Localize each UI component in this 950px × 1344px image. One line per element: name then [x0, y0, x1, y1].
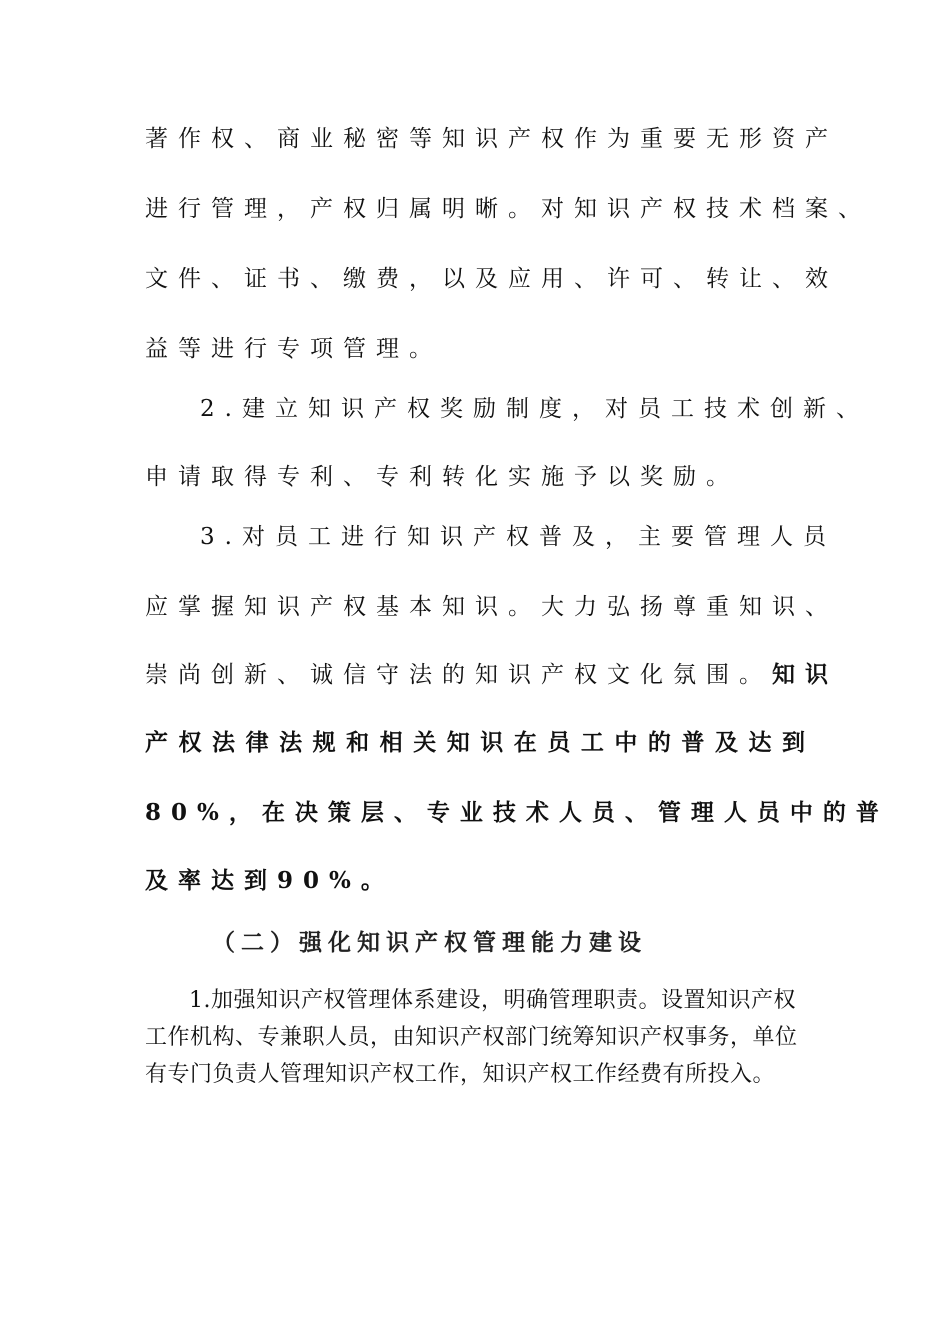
text-line-3: 文件、证书、缴费，以及应用、许可、转让、效 [145, 266, 838, 292]
list-item-2-continued: 申请取得专利、专利转化实施予以奖励。 [145, 464, 739, 490]
text-line-2: 进行管理，产权归属明晰。对知识产权技术档案、 [145, 196, 871, 222]
bold-line-3: 及率达到90%。 [145, 867, 394, 894]
bold-text: 知识 [772, 661, 838, 688]
text-line-1: 著作权、商业秘密等知识产权作为重要无形资产 [145, 126, 838, 152]
list-item-3-line-3 [145, 660, 838, 690]
paragraph-capacity-building: 1.加强知识产权管理体系建设，明确管理职责。设置知识产权工作机构、专兼职人员，由知识产权部门统筹知识产权事务，单位有专门负责人管理知识产权工作，知识产权工作经费有所投入。 [145, 988, 798, 1087]
section-heading: （二）强化知识产权管理能力建设 [212, 929, 647, 956]
list-item-3: 3.对员工进行知识产权普及，主要管理人员 [200, 524, 836, 550]
list-item-3-line-2: 应掌握知识产权基本知识。大力弘扬尊重知识、 [145, 594, 838, 620]
list-item-2: 2.建立知识产权奖励制度，对员工技术创新、 [200, 396, 869, 422]
text-line-4: 益等进行专项管理。 [145, 336, 442, 362]
plain-text: 崇尚创新、诚信守法的知识产权文化氛围。 [145, 662, 772, 688]
bold-line-2: 80%，在决策层、专业技术人员、管理人员中的普 [145, 799, 889, 826]
bold-line-1: 产权法律法规和相关知识在员工中的普及达到 [145, 729, 815, 756]
